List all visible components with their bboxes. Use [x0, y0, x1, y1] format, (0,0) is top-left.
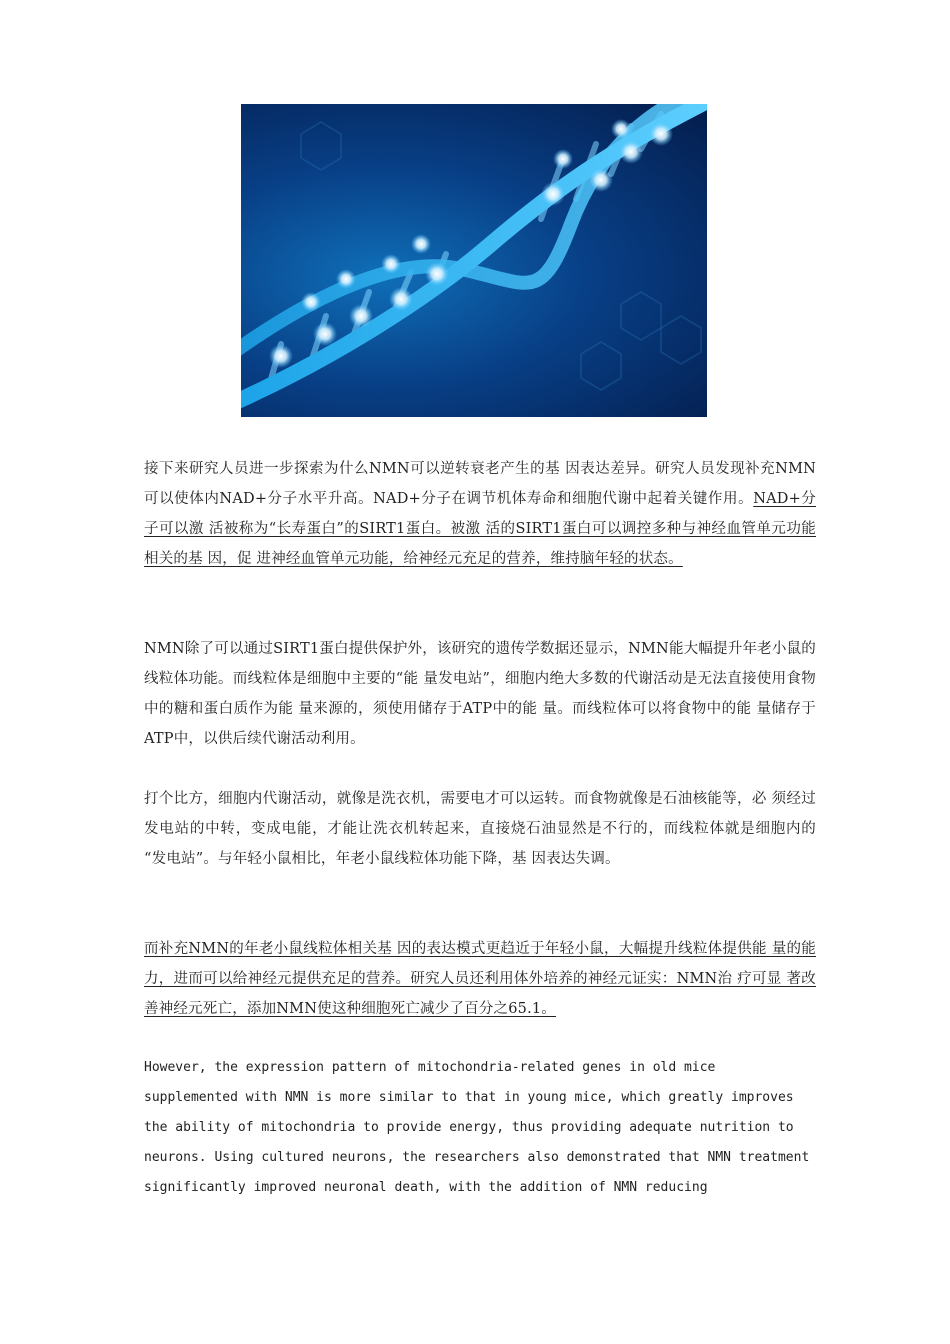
paragraph-5-english: However, the expression pattern of mitochondria-related genes in old mice supplemented with NMN is more similar to that in young mice, which greatly improves the ability of mitochondria to provide energy, thus providing adequate nutrition to neurons. Using cultured neurons, the researchers also demonstrated that NMN treatment significantly improved neuronal death, with the addition of NMN reducing	[144, 1060, 810, 1195]
paragraph-1-text: 接下来研究人员进一步探索为什么NMN可以逆转衰老产生的基 因表达差异。研究人员发现补充NMN可以使体内NAD+分子水平升高。NAD+分子在调节机体寿命和细胞代谢中起着关键作用。	[144, 461, 816, 507]
paragraph-4: 而补充NMN的年老小鼠线粒体相关基 因的表达模式更趋近于年轻小鼠，大幅提升线粒体提供能 量的能力，进而可以给神经元提供充足的营养。研究人员还利用体外培养的神经元证实：NMN治 疗可显 著改 善神经元死亡，添加NMN使这种细胞死亡减少了百分之65.1。	[144, 941, 816, 1017]
paragraph-2: NMN除了可以通过SIRT1蛋白提供保护外，该研究的遗传学数据还显示，NMN能大幅提升年老小鼠的线粒体功能。而线粒体是细胞中主要的“能 量发电站”，细胞内绝大多数的代谢活动是无法直接使用食物中的糖和蛋白质作为能 量来源的，须使用储存于ATP中的能 量。而线粒体可以将食物中的能 量储存于ATP中，以供后续代谢活动利用。	[144, 641, 816, 747]
paragraph-1-underlined: NAD+分子可以激 活被称为“长寿蛋白”的SIRT1蛋白。被激 活的SIRT1蛋白可以调控多种与神经血管单元功能相关的基 因，促 进神经血管单元功能，给神经元充足的营养，维持脑年轻的状态。	[144, 491, 817, 567]
dna-helix-image	[241, 104, 707, 417]
dna-helix-graphic	[241, 104, 707, 417]
paragraph-1	[144, 454, 816, 574]
paragraph-3: 打个比方，细胞内代谢活动，就像是洗衣机，需要电才可以运转。而食物就像是石油核能等，必 须经过发电站的中转，变成电能，才能让洗衣机转起来，直接烧石油显然是不行的，而线粒体就是细胞内的 “发电站”。与年轻小鼠相比，年老小鼠线粒体功能下降，基 因表达失调。	[144, 791, 816, 867]
